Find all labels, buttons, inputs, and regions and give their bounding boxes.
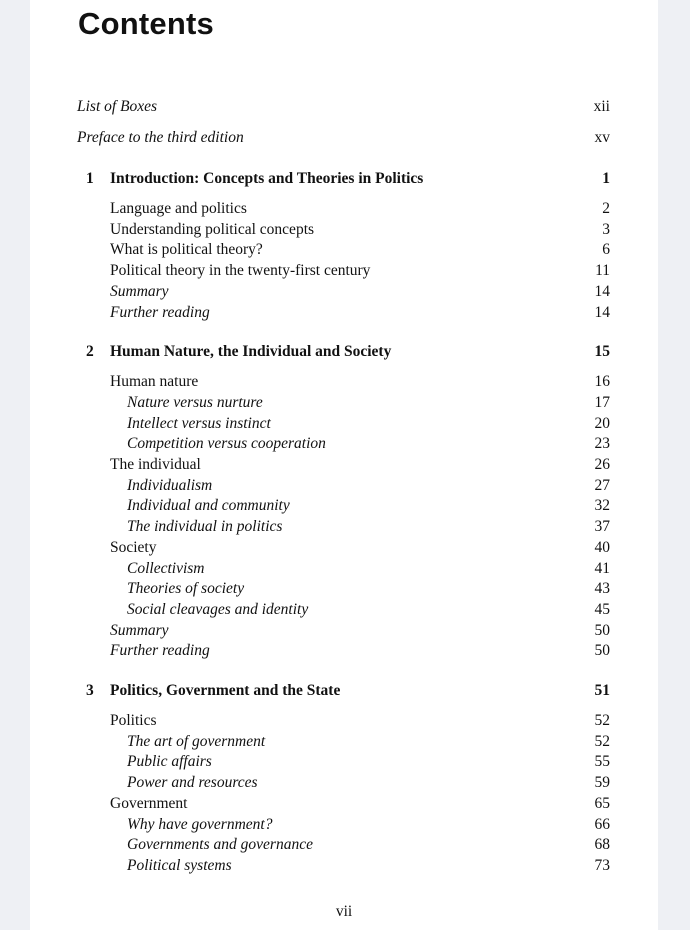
entry-page: 66 bbox=[594, 815, 610, 833]
toc-subentry bbox=[30, 393, 658, 413]
toc-entry bbox=[30, 621, 658, 641]
entry-title: The art of government bbox=[127, 732, 266, 750]
chapter-number: 2 bbox=[86, 343, 94, 361]
toc-entry bbox=[30, 199, 658, 219]
toc-subentry bbox=[30, 856, 658, 876]
entry-title: The individual bbox=[110, 456, 201, 473]
entry-page: xii bbox=[593, 98, 610, 115]
entry-page: 14 bbox=[594, 282, 610, 300]
entry-title: Further reading bbox=[110, 642, 210, 660]
toc-entry bbox=[30, 282, 658, 302]
toc-entry bbox=[30, 372, 658, 392]
entry-page: 11 bbox=[595, 262, 610, 280]
toc-subentry bbox=[30, 414, 658, 434]
entry-page: 27 bbox=[594, 476, 610, 494]
chapter-heading bbox=[30, 169, 658, 189]
entry-title: Society bbox=[110, 538, 157, 556]
entry-title: Summary bbox=[110, 621, 169, 639]
entry-page: 45 bbox=[594, 600, 610, 618]
entry-page: 14 bbox=[594, 303, 610, 321]
entry-page: 40 bbox=[594, 538, 610, 556]
entry-title: Preface to the third edition bbox=[77, 129, 244, 146]
toc-entry bbox=[30, 538, 658, 558]
toc-subentry bbox=[30, 752, 658, 772]
entry-title: Why have government? bbox=[127, 815, 273, 833]
entry-page: 26 bbox=[594, 456, 610, 473]
toc-subentry bbox=[30, 434, 658, 454]
toc-subentry bbox=[30, 835, 658, 855]
entry-page: 55 bbox=[594, 753, 610, 771]
entry-page: 41 bbox=[594, 559, 610, 577]
entry-title: Introduction: Concepts and Theories in Politics bbox=[110, 170, 424, 187]
toc-subentry bbox=[30, 496, 658, 516]
entry-page: 32 bbox=[594, 497, 610, 515]
entry-title: Further reading bbox=[110, 303, 210, 321]
toc-entry bbox=[30, 641, 658, 661]
toc-subentry bbox=[30, 773, 658, 793]
chapter-number: 1 bbox=[86, 170, 94, 187]
entry-title: Summary bbox=[110, 282, 169, 300]
entry-title: Human nature bbox=[110, 373, 199, 391]
entry-page: 20 bbox=[594, 414, 610, 432]
toc-entry bbox=[30, 261, 658, 281]
entry-title: Language and politics bbox=[110, 200, 247, 217]
entry-title: Understanding political concepts bbox=[110, 220, 315, 238]
entry-page: xv bbox=[594, 129, 610, 146]
entry-title: Politics bbox=[110, 712, 157, 729]
toc-entry bbox=[30, 455, 658, 475]
entry-page: 15 bbox=[594, 343, 610, 361]
toc-subentry bbox=[30, 732, 658, 752]
entry-title: Politics, Government and the State bbox=[110, 682, 341, 699]
entry-title: Intellect versus instinct bbox=[127, 414, 271, 432]
entry-page: 52 bbox=[594, 712, 610, 729]
entry-page: 52 bbox=[594, 732, 610, 750]
entry-title: Human Nature, the Individual and Society bbox=[110, 343, 392, 361]
toc-subentry bbox=[30, 476, 658, 496]
entry-page: 43 bbox=[594, 580, 610, 598]
entry-page: 3 bbox=[602, 220, 610, 238]
entry-title: Government bbox=[110, 794, 188, 812]
toc-entry bbox=[30, 711, 658, 731]
entry-title: Competition versus cooperation bbox=[127, 435, 326, 453]
toc-entry bbox=[30, 220, 658, 240]
document-page bbox=[30, 0, 658, 930]
chapter-heading bbox=[30, 681, 658, 701]
entry-page: 50 bbox=[594, 642, 610, 660]
toc-subentry bbox=[30, 579, 658, 599]
entry-page: 68 bbox=[594, 836, 610, 854]
entry-page: 51 bbox=[594, 682, 610, 699]
entry-page: 17 bbox=[594, 393, 610, 411]
entry-page: 6 bbox=[602, 241, 610, 259]
entry-page: 23 bbox=[594, 435, 610, 453]
contents-heading: Contents bbox=[78, 6, 214, 41]
entry-title: Individual and community bbox=[127, 497, 290, 515]
front-matter-entry bbox=[30, 97, 658, 117]
entry-page: 2 bbox=[602, 200, 610, 217]
entry-page: 73 bbox=[594, 856, 610, 874]
toc-entry bbox=[30, 794, 658, 814]
entry-title: The individual in politics bbox=[127, 518, 283, 536]
entry-title: Political theory in the twenty-first century bbox=[110, 262, 371, 280]
entry-page: 16 bbox=[594, 373, 610, 391]
page-number: vii bbox=[335, 903, 353, 920]
entry-page: 59 bbox=[594, 774, 610, 792]
toc-entry bbox=[30, 240, 658, 260]
toc-entry bbox=[30, 303, 658, 323]
entry-title: Political systems bbox=[127, 856, 232, 874]
chapter-number: 3 bbox=[86, 682, 94, 699]
entry-title: Individualism bbox=[127, 476, 213, 494]
entry-title: Governments and governance bbox=[127, 836, 313, 854]
entry-title: Collectivism bbox=[127, 559, 205, 577]
entry-title: Public affairs bbox=[127, 753, 212, 771]
entry-title: Social cleavages and identity bbox=[127, 600, 309, 618]
chapter-heading bbox=[30, 342, 658, 362]
entry-title: Power and resources bbox=[127, 774, 258, 792]
toc-subentry bbox=[30, 815, 658, 835]
toc-subentry bbox=[30, 559, 658, 579]
entry-page: 65 bbox=[594, 794, 610, 812]
entry-page: 50 bbox=[594, 621, 610, 639]
entry-title: Theories of society bbox=[127, 580, 245, 598]
entry-page: 1 bbox=[602, 170, 610, 187]
toc-subentry bbox=[30, 600, 658, 620]
entry-title: List of Boxes bbox=[77, 98, 158, 115]
toc-subentry bbox=[30, 517, 658, 537]
front-matter-entry bbox=[30, 128, 658, 148]
entry-title: Nature versus nurture bbox=[127, 393, 263, 411]
entry-title: What is political theory? bbox=[110, 241, 263, 259]
entry-page: 37 bbox=[594, 518, 610, 536]
